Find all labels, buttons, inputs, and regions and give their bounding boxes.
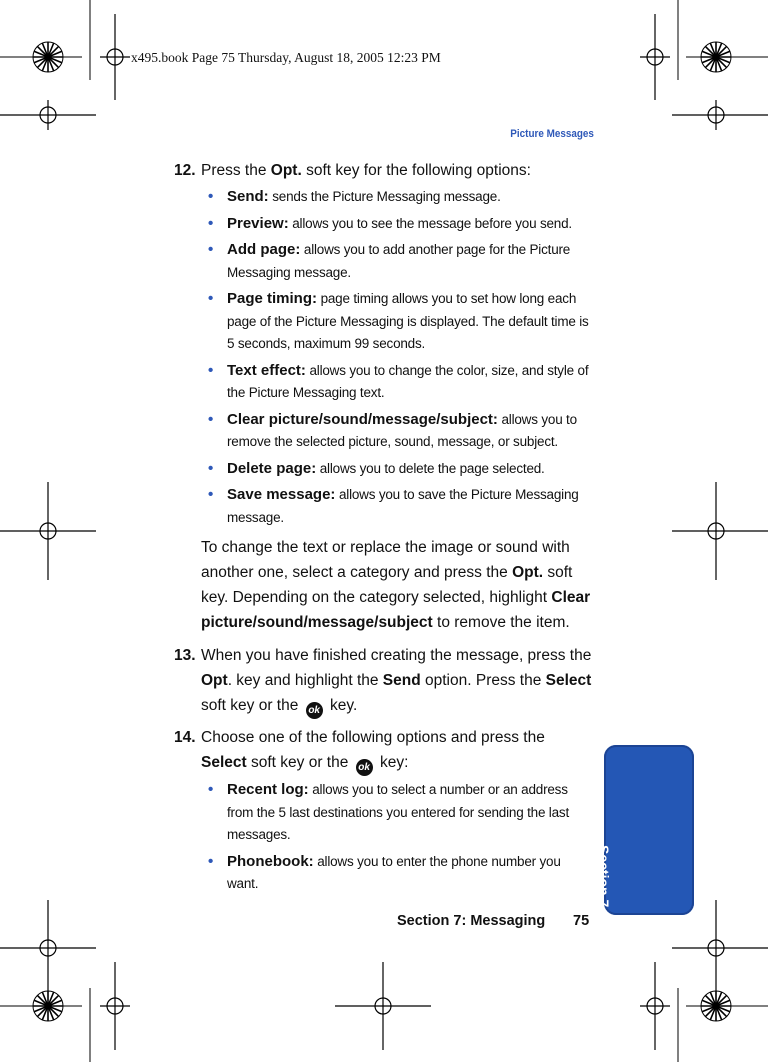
- footer-title: Section 7: Messaging: [397, 913, 546, 929]
- step-text: When you have finished creating the message, press the Opt. key and highlight the Send option. Press the Select soft key or the ok key.: [201, 643, 594, 719]
- option-item: [201, 458, 594, 481]
- step-text: Choose one of the following options and press the Select soft key or the ok key:: [201, 725, 594, 776]
- option-description: allows you to enter the phone number you want.: [227, 853, 561, 891]
- option-term: Phonebook:: [227, 852, 314, 870]
- bold-term: Clear picture/sound/message/subject: [201, 589, 591, 631]
- bold-term: Opt.: [512, 564, 544, 581]
- option-description: allows you to add another page for the Picture Messaging message.: [227, 242, 571, 280]
- bullet-icon: •: [208, 410, 214, 428]
- step-number: 13.: [174, 647, 196, 664]
- option-item: [201, 409, 594, 454]
- option-list: [201, 186, 594, 529]
- step-number: 14.: [174, 729, 196, 746]
- ok-key-icon: ok: [356, 759, 373, 776]
- option-item: [201, 484, 594, 529]
- bold-term: Select: [201, 754, 247, 771]
- page-body: [174, 158, 594, 902]
- option-description: allows you to select a number or an address from the 5 last destinations you entered for sending the last messages.: [227, 782, 570, 842]
- bullet-icon: •: [208, 214, 214, 232]
- bullet-icon: •: [208, 852, 214, 870]
- option-item: [201, 288, 594, 356]
- option-term: Text effect:: [227, 361, 306, 379]
- section-tab-label: Section 7: [596, 845, 612, 908]
- bold-term: Opt: [201, 672, 228, 689]
- bullet-icon: •: [208, 781, 214, 798]
- bullet-icon: •: [208, 459, 214, 477]
- option-term: Clear picture/sound/message/subject:: [227, 410, 498, 428]
- option-item: [201, 213, 594, 236]
- print-info-line: x495.book Page 75 Thursday, August 18, 2005 12:23 PM: [131, 50, 441, 65]
- bullet-icon: •: [208, 241, 214, 258]
- option-term: Recent log:: [227, 781, 309, 798]
- bullet-icon: •: [208, 361, 214, 379]
- step-number: 12.: [174, 162, 196, 179]
- page-number: 75: [573, 913, 590, 929]
- option-item: [201, 779, 594, 847]
- option-description: allows you to save the Picture Messaging message.: [227, 487, 579, 525]
- bold-term: Send: [382, 672, 421, 689]
- option-description: allows you to remove the selected picture, sound, message, or subject.: [227, 411, 577, 449]
- option-item: [201, 239, 594, 284]
- option-description: allows you to see the message before you send.: [288, 215, 572, 231]
- option-term: Add page:: [227, 241, 301, 258]
- bullet-icon: •: [208, 486, 214, 503]
- bold-term: Opt.: [270, 162, 302, 179]
- bullet-icon: •: [208, 188, 214, 205]
- step-14: [174, 725, 594, 896]
- option-term: Page timing:: [227, 290, 318, 307]
- option-term: Send:: [227, 188, 269, 205]
- step-12: [174, 158, 594, 529]
- section-tab: [604, 745, 694, 915]
- option-description: sends the Picture Messaging message.: [268, 189, 501, 204]
- running-head: Picture Messages: [510, 128, 594, 140]
- option-item: [201, 851, 594, 896]
- ok-key-icon: ok: [306, 702, 323, 719]
- option-term: Preview:: [227, 214, 289, 232]
- option-term: Save message:: [227, 486, 336, 503]
- bullet-icon: •: [208, 290, 214, 307]
- option-term: Delete page:: [227, 459, 317, 477]
- option-description: allows you to change the color, size, and style of the Picture Messaging text.: [227, 362, 589, 400]
- bold-term: Select: [545, 672, 592, 689]
- note-paragraph: To change the text or replace the image or sound with another one, select a category and press the Opt. soft key. Depending on the category selected, highlight Clear picture/sound/message/subject to remove the item.: [201, 539, 591, 631]
- option-item: [201, 360, 594, 405]
- option-item: [201, 186, 594, 209]
- option-description: page timing allows you to set how long each page of the Picture Messaging is displayed. The default time is 5 seconds, maximum 99 seconds.: [227, 291, 589, 351]
- option-list: [201, 779, 594, 896]
- option-description: allows you to delete the page selected.: [316, 460, 545, 476]
- step-text: Press the Opt. soft key for the following options:: [201, 162, 531, 179]
- step-13: [174, 643, 594, 719]
